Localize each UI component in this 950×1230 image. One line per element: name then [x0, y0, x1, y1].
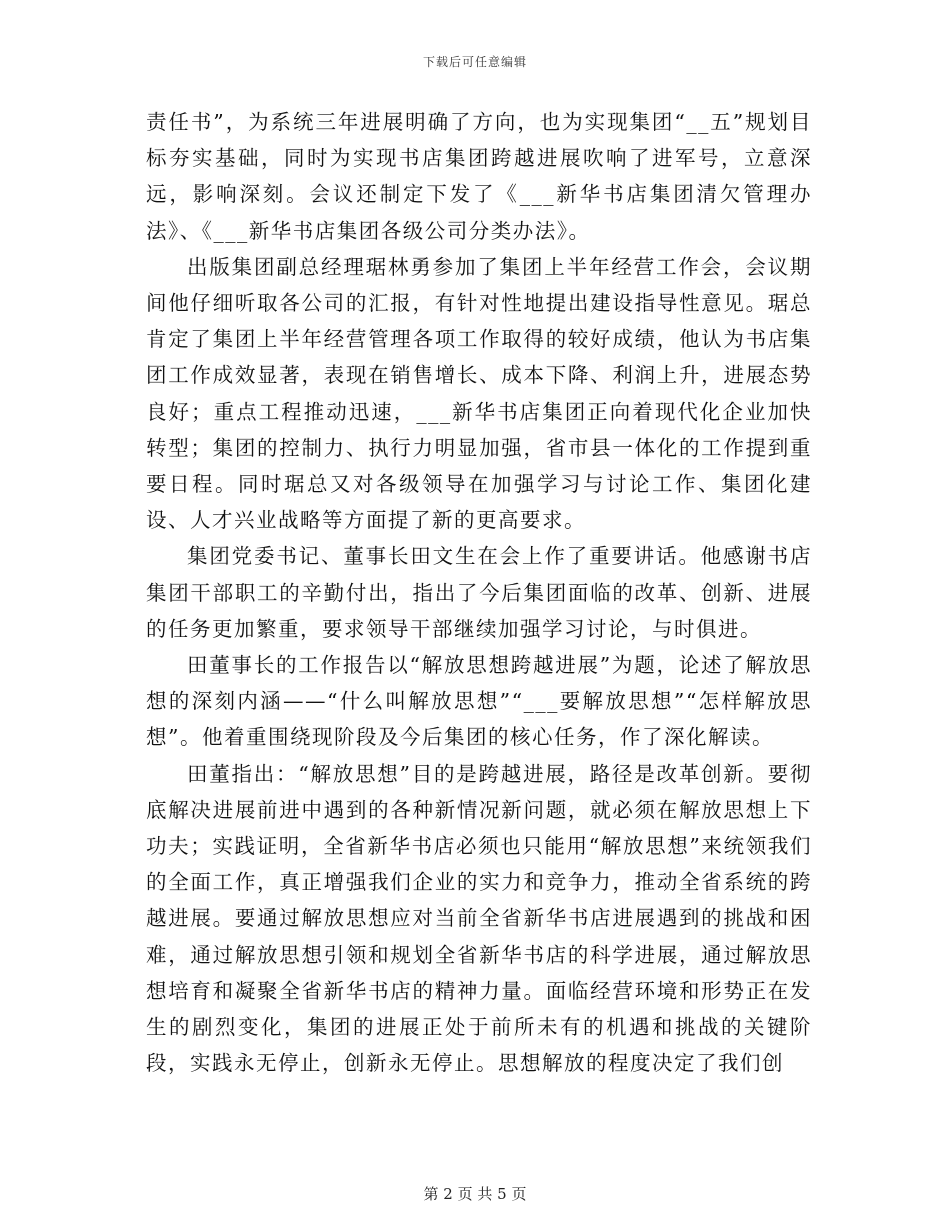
page-header: 下载后可任意编辑 — [422, 55, 527, 69]
paragraph: 集团党委书记、董事长田文生在会上作了重要讲话。他感谢书店集团干部职工的辛勤付出，指出了今后集团面临的改革、创新、进展的任务更加繁重，要求领导干部继续加强学习讨论，与时俱进。 — [146, 544, 812, 641]
paragraph-continuation: 责任书”，为系统三年进展明确了方向，也为实现集团“__五”规划目标夯实基础，同时为实现书店集团跨越进展吹响了进军号，立意深远，影响深刻。会议还制定下发了《___新华书店集团清欠管理办法》、《___新华书店集团各级公司分类办法》。 — [146, 110, 812, 243]
page-number-footer: 第 2 页 共 5 页 — [423, 1185, 527, 1203]
paragraph: 田董指出：“解放思想”目的是跨越进展，路径是改革创新。要彻底解决进展前进中遇到的各种新情况新问题，就必须在解放思想上下功夫；实践证明，全省新华书店必须也只能用“解放思想”来统领我们的全面工作，真正增强我们企业的实力和竞争力，推动全省系统的跨越进展。要通过解放思想应对当前全省新华书店进展遇到的挑战和困难，通过解放思想引领和规划全省新华书店的科学进展，通过解放思想培育和凝聚全省新华书店的精神力量。面临经营环境和形势正在发生的剧烈变化，集团的进展正处于前所未有的机遇和挑战的关键阶段，实践永无停止，创新永无停止。思想解放的程度决定了我们创 — [146, 761, 812, 1076]
document-body — [146, 104, 812, 1081]
paragraph: 出版集团副总经理琚林勇参加了集团上半年经营工作会，会议期间他仔细听取各公司的汇报，有针对性地提出建设指导性意见。琚总肯定了集团上半年经营管理各项工作取得的较好成绩，他认为书店集团工作成效显著，表现在销售增长、成本下降、利润上升，进展态势良好；重点工程推动迅速，___新华书店集团正向着现代化企业加快转型；集团的控制力、执行力明显加强，省市县一体化的工作提到重要日程。同时琚总又对各级领导在加强学习与讨论工作、集团化建设、人才兴业战略等方面提了新的更高要求。 — [146, 254, 812, 533]
paragraph: 田董事长的工作报告以“解放思想跨越进展”为题，论述了解放思想的深刻内涵——“什么叫解放思想”“___要解放思想”“怎样解放思想”。他着重围绕现阶段及今后集团的核心任务，作了深化解读。 — [146, 653, 812, 750]
